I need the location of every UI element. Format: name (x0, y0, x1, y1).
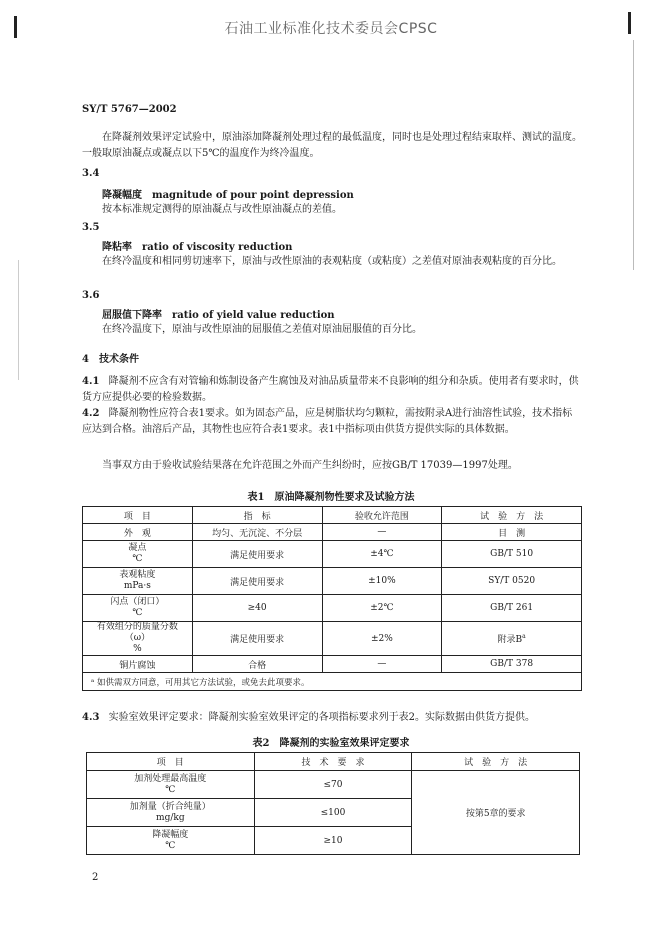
paragraph-4-3 (82, 710, 592, 726)
table2-item (87, 799, 255, 827)
table-row (83, 568, 582, 595)
table1-item (83, 541, 193, 568)
table1-method: GB/T 510 (442, 541, 582, 568)
table1-spec: 满足使用要求 (192, 568, 322, 595)
paragraph-4-2-text: 降凝剂物性应符合表1要求。如为固态产品，应是树脂状均匀颗粒，需按附录A进行油溶性试验，技术指标应达到合格。油溶后产品，其物性也应符合表1要求。表1中指标项由供货方提供实际的具体数据。 (82, 408, 573, 435)
table1-item-label: 外 观 (123, 528, 151, 539)
table-row (83, 541, 582, 568)
table2-item-unit: ℃ (165, 784, 176, 795)
table1-item-label: 表观粘度 (119, 570, 156, 580)
table1-item-label: 凝点 (128, 543, 147, 553)
table2-header-spec: 技 术 要 求 (254, 753, 412, 771)
term-3-6: 屈服值下降率 ratio of yield value reduction (102, 310, 335, 321)
clause-number-4-1: 4.1 (82, 376, 100, 387)
table2-spec: ≤100 (254, 799, 412, 827)
table1-header-row (83, 507, 582, 524)
table1-spec: ≥40 (192, 595, 322, 622)
table1-spec: 合格 (192, 656, 322, 673)
table2-header-item: 项 目 (87, 753, 255, 771)
table1-method: GB/T 261 (442, 595, 582, 622)
document-code: SY/T 5767—2002 (82, 104, 177, 115)
table1-item (83, 622, 193, 656)
table1-item-label: 有效组分的质量分数（ω） (96, 622, 178, 643)
table1-footnote-row (83, 673, 582, 691)
clause-number-3-4: 3.4 (82, 168, 100, 179)
table2-spec: ≥10 (254, 827, 412, 855)
clause-number-3-6: 3.6 (82, 290, 100, 301)
clause-number-3-5: 3.5 (82, 222, 100, 233)
table1 (82, 506, 582, 691)
table1-item-label: 闪点（闭口） (110, 597, 165, 607)
term-3-4: 降凝幅度 magnitude of pour point depression (102, 190, 354, 201)
scan-edge-line-right (633, 40, 634, 270)
table1-method: SY/T 0520 (442, 568, 582, 595)
table1-header-item: 项 目 (83, 507, 193, 524)
header-title: 石油工业标准化技术委员会CPSC (224, 21, 438, 37)
table-row (87, 771, 580, 799)
clause-number-4-3: 4.3 (82, 712, 100, 723)
table-row (83, 622, 582, 656)
page-number: 2 (92, 872, 99, 883)
table2-header-row (87, 753, 580, 771)
table1-item (83, 524, 193, 541)
table1-range: ±4℃ (322, 541, 442, 568)
table2 (86, 752, 580, 855)
table2-caption: 表2 降凝剂的实验室效果评定要求 (252, 738, 410, 749)
table2-item-label: 加剂量（折合纯量） (129, 801, 211, 812)
table1-method: GB/T 378 (442, 656, 582, 673)
table1-method-text: 附录B (497, 635, 523, 645)
scan-edge-line-left (18, 260, 19, 380)
definition-3-5: 在终冷温度和相同剪切速率下，原油与改性原油的表观粘度（或粘度）之差值对原油表观粘度的百分比。 (102, 256, 562, 267)
table1-item-unit: ℃ (132, 554, 143, 564)
term-3-5: 降粘率 ratio of viscosity reduction (102, 242, 293, 253)
table2-item-label: 加剂处理最高温度 (134, 773, 207, 784)
table2-item (87, 771, 255, 799)
table1-footnote: ᵃ 如供需双方同意，可用其它方法试验，或免去此项要求。 (83, 673, 582, 691)
table1-item-unit: mPa·s (123, 581, 151, 591)
intro-paragraph: 在降凝剂效果评定试验中，原油添加降凝剂处理过程的最低温度，同时也是处理过程结束取样、测试的温度。一般取原油凝点或凝点以下5℃的温度作为终冷温度。 (82, 132, 582, 159)
table1-method: 目 测 (442, 524, 582, 541)
table1-method (442, 622, 582, 656)
paragraph-4-2 (82, 406, 582, 438)
table1-range: — (322, 656, 442, 673)
footnote-marker: a (522, 633, 526, 640)
clause-number-4-2: 4.2 (82, 408, 100, 419)
table2-item-label: 降凝幅度 (152, 829, 189, 840)
definition-3-4: 按本标准规定测得的原油凝点与改性原油凝点的差值。 (102, 204, 342, 215)
paragraph-4-2-dispute: 当事双方由于验收试验结果落在允许范围之外而产生纠纷时，应按GB/T 17039—1997处理。 (102, 460, 518, 471)
table1-item-unit: % (133, 644, 142, 654)
table1-header-range: 验收允许范围 (322, 507, 442, 524)
table2-spec: ≤70 (254, 771, 412, 799)
paragraph-4-3-text: 实验室效果评定要求：降凝剂实验室效果评定的各项指标要求列于表2。实际数据由供货方提供。 (108, 712, 535, 723)
table2-item (87, 827, 255, 855)
table1-spec: 满足使用要求 (192, 622, 322, 656)
table1-range: ±2% (322, 622, 442, 656)
table-row (83, 524, 582, 541)
paragraph-4-1-text: 降凝剂不应含有对管输和炼制设备产生腐蚀及对油品质量带来不良影响的组分和杂质。使用者有要求时，供货方应提供必要的检验数据。 (82, 376, 579, 403)
table1-item-unit: ℃ (132, 608, 143, 618)
paragraph-4-1 (82, 374, 582, 406)
section-4-heading: 4 技术条件 (82, 354, 139, 365)
table-row (83, 595, 582, 622)
table1-item (83, 656, 193, 673)
table1-header-method: 试 验 方 法 (442, 507, 582, 524)
table1-item-label: 铜片腐蚀 (119, 660, 156, 671)
table1-header-spec: 指 标 (192, 507, 322, 524)
table2-method: 按第5章的要求 (412, 771, 580, 855)
table2-header-method: 试 验 方 法 (412, 753, 580, 771)
table1-item (83, 595, 193, 622)
table-row (83, 656, 582, 673)
table1-spec: 满足使用要求 (192, 541, 322, 568)
table1-caption: 表1 原油降凝剂物性要求及试验方法 (247, 492, 415, 503)
table1-spec: 均匀、无沉淀、不分层 (192, 524, 322, 541)
table1-item (83, 568, 193, 595)
table2-item-unit: ℃ (165, 840, 176, 851)
table1-range: ±10% (322, 568, 442, 595)
table2-item-unit: mg/kg (156, 812, 185, 823)
definition-3-6: 在终冷温度下，原油与改性原油的屈服值之差值对原油屈服值的百分比。 (102, 324, 422, 335)
table1-range: ±2℃ (322, 595, 442, 622)
table1-range: — (322, 524, 442, 541)
